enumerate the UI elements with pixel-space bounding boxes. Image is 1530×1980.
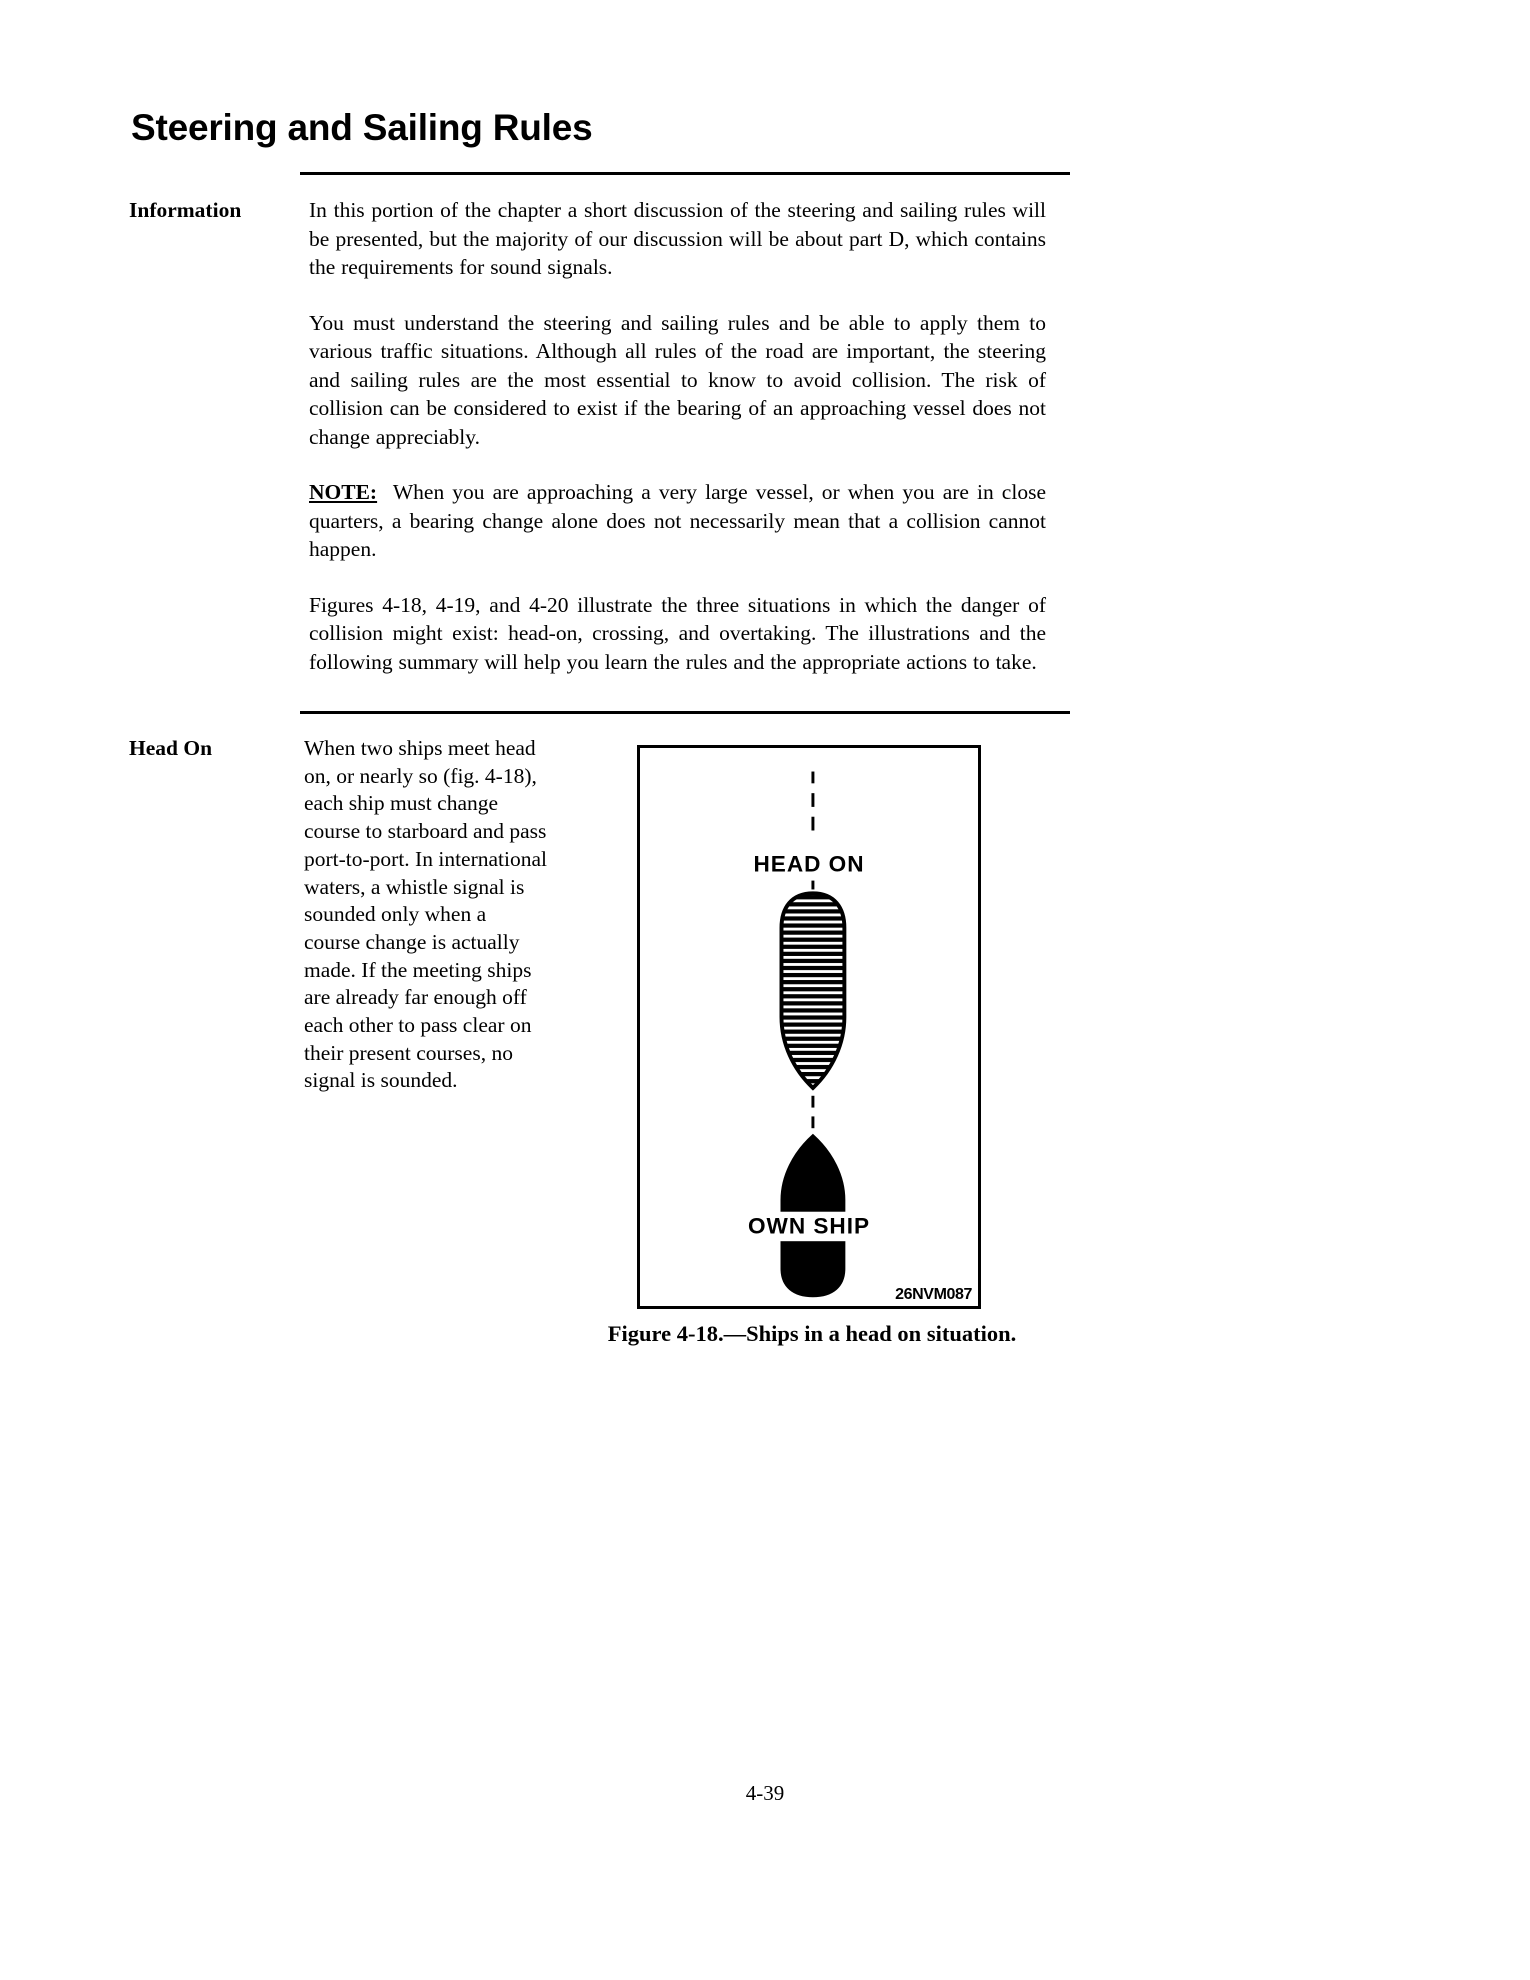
note-body-text: When you are approaching a very large vessel, or when you are in close quarters, a bearing change alone does not necessarily mean that a collision cannot happen. (309, 480, 1046, 561)
figure-border-box (637, 745, 981, 1309)
figure-caption: Figure 4-18.—Ships in a head on situation. (607, 1321, 1017, 1346)
paragraph-note (309, 478, 1046, 564)
section-divider-top (300, 172, 1070, 175)
paragraph-head-on: When two ships meet head on, or nearly so (fig. 4-18), each ship must change course to starboard and pass port-to-port. In international waters, a whistle signal is sounded only when a course change is actually made. If the meeting ships are already far enough off each other to pass clear on their present courses, no signal is sounded. (304, 736, 547, 1093)
paragraph-intro: In this portion of the chapter a short discussion of the steering and sailing rules will be presented, but the majority of our discussion will be about part D, which contains the requirements for sound signals. (309, 198, 1046, 279)
approaching-vessel-hatched (781, 893, 844, 1088)
section-label-information: Information (129, 198, 242, 222)
figure-label-head-on: HEAD ON (753, 851, 865, 877)
paragraph-figures: Figures 4-18, 4-19, and 4-20 illustrate the three situations in which the danger of collision might exist: head-on, crossing, and overtaking. The illustrations and the following summary will help you learn the rules and the appropriate actions to take. (309, 592, 1046, 674)
information-body (309, 196, 1046, 676)
head-on-diagram-svg (640, 748, 978, 1306)
section-label-head-on: Head On (129, 736, 213, 760)
head-on-body (304, 735, 547, 1095)
page-number: 4-39 (745, 1781, 785, 1805)
paragraph-understand: You must understand the steering and sailing rules and be able to apply them to various traffic situations. Although all rules of the road are important, the steering and sailing rules are the most essential to know to avoid collision. The risk of collision can be considered to exist if the bearing of an approaching vessel does not change appreciably. (309, 310, 1046, 449)
note-lead-label: NOTE: (309, 480, 378, 504)
page-title: Steering and Sailing Rules (131, 106, 593, 148)
section-divider-headon (300, 711, 1070, 714)
figure-art-code: 26NVM087 (895, 1286, 972, 1303)
figure-4-18 (607, 745, 1017, 1346)
figure-label-own-ship: OWN SHIP (747, 1213, 871, 1239)
